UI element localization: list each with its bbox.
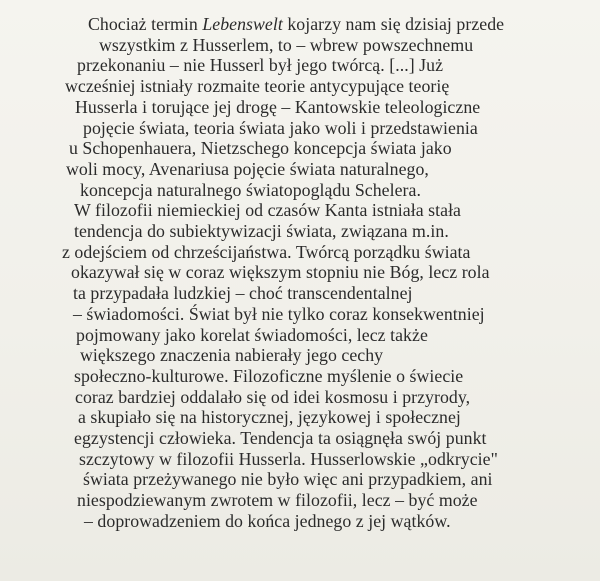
text-line-1 [88,14,590,35]
text-line-19: coraz bardziej oddalało się od idei kosmosu i przyrody, [75,386,471,407]
text-line-10: W filozofii niemieckiej od czasów Kanta istniała stała [74,200,462,221]
text-line-8: woli mocy, Avenariusa pojęcie świata naturalnego, [66,158,429,179]
text-line-1-after: kojarzy nam się dzisiaj przede [282,14,505,34]
text-line-5: Husserla i torujące jej drogę – Kantowskie teleologiczne [75,96,481,117]
text-line-4: wcześniej istniały rozmaite teorie antycypujące teorię [65,76,450,97]
text-line-23: świata przeżywanego nie było więc ani przypadkiem, ani [83,469,493,490]
text-line-14: ta przypadała ludzkiej – choć transcendentalnej [73,283,413,304]
text-line-22: szczytowy w filozofii Husserla. Husserlowskie „odkrycie" [79,448,498,469]
text-line-18: społeczno-kulturowe. Filozoficzne myślenie o świecie [74,365,464,386]
text-line-3: przekonaniu – nie Husserl był jego twórcą. [...] Już [77,55,444,76]
text-line-16: pojmowany jako korelat świadomości, lecz także [76,324,428,345]
text-line-17: większego znaczenia nabierały jego cechy [80,345,384,366]
text-line-6: pojęcie świata, teoria świata jako woli i przedstawienia [83,117,478,138]
text-line-15: – świadomości. Świat był nie tylko coraz konsekwentniej [73,303,485,324]
book-excerpt-text [60,14,590,532]
text-line-12: z odejściem od chrześcijaństwa. Twórcą porządku świata [62,241,471,262]
text-line-7: u Schopenhauera, Nietzschego koncepcja świata jako [69,138,452,159]
italic-term-lebenswelt: Lebenswelt [202,14,283,34]
text-line-24: niespodziewanym zwrotem w filozofii, lecz – być może [77,490,478,511]
text-line-21: egzystencji człowieka. Tendencja ta osiągnęła swój punkt [74,428,487,449]
text-line-20: a skupiało się na historycznej, językowej i społecznej [78,407,461,428]
text-line-2: wszystkim z Husserlem, to – wbrew powszechnemu [99,34,474,55]
text-line-11: tendencja do subiektywizacji świata, związana m.in. [74,221,449,242]
text-line-9: koncepcja naturalnego światopoglądu Schelera. [80,179,421,200]
text-line-25: – doprowadzeniem do końca jednego z jej wątków. [84,510,451,531]
text-line-1-before: Chociaż termin [88,14,203,34]
text-line-13: okazywał się w coraz większym stopniu nie Bóg, lecz rola [71,262,490,283]
